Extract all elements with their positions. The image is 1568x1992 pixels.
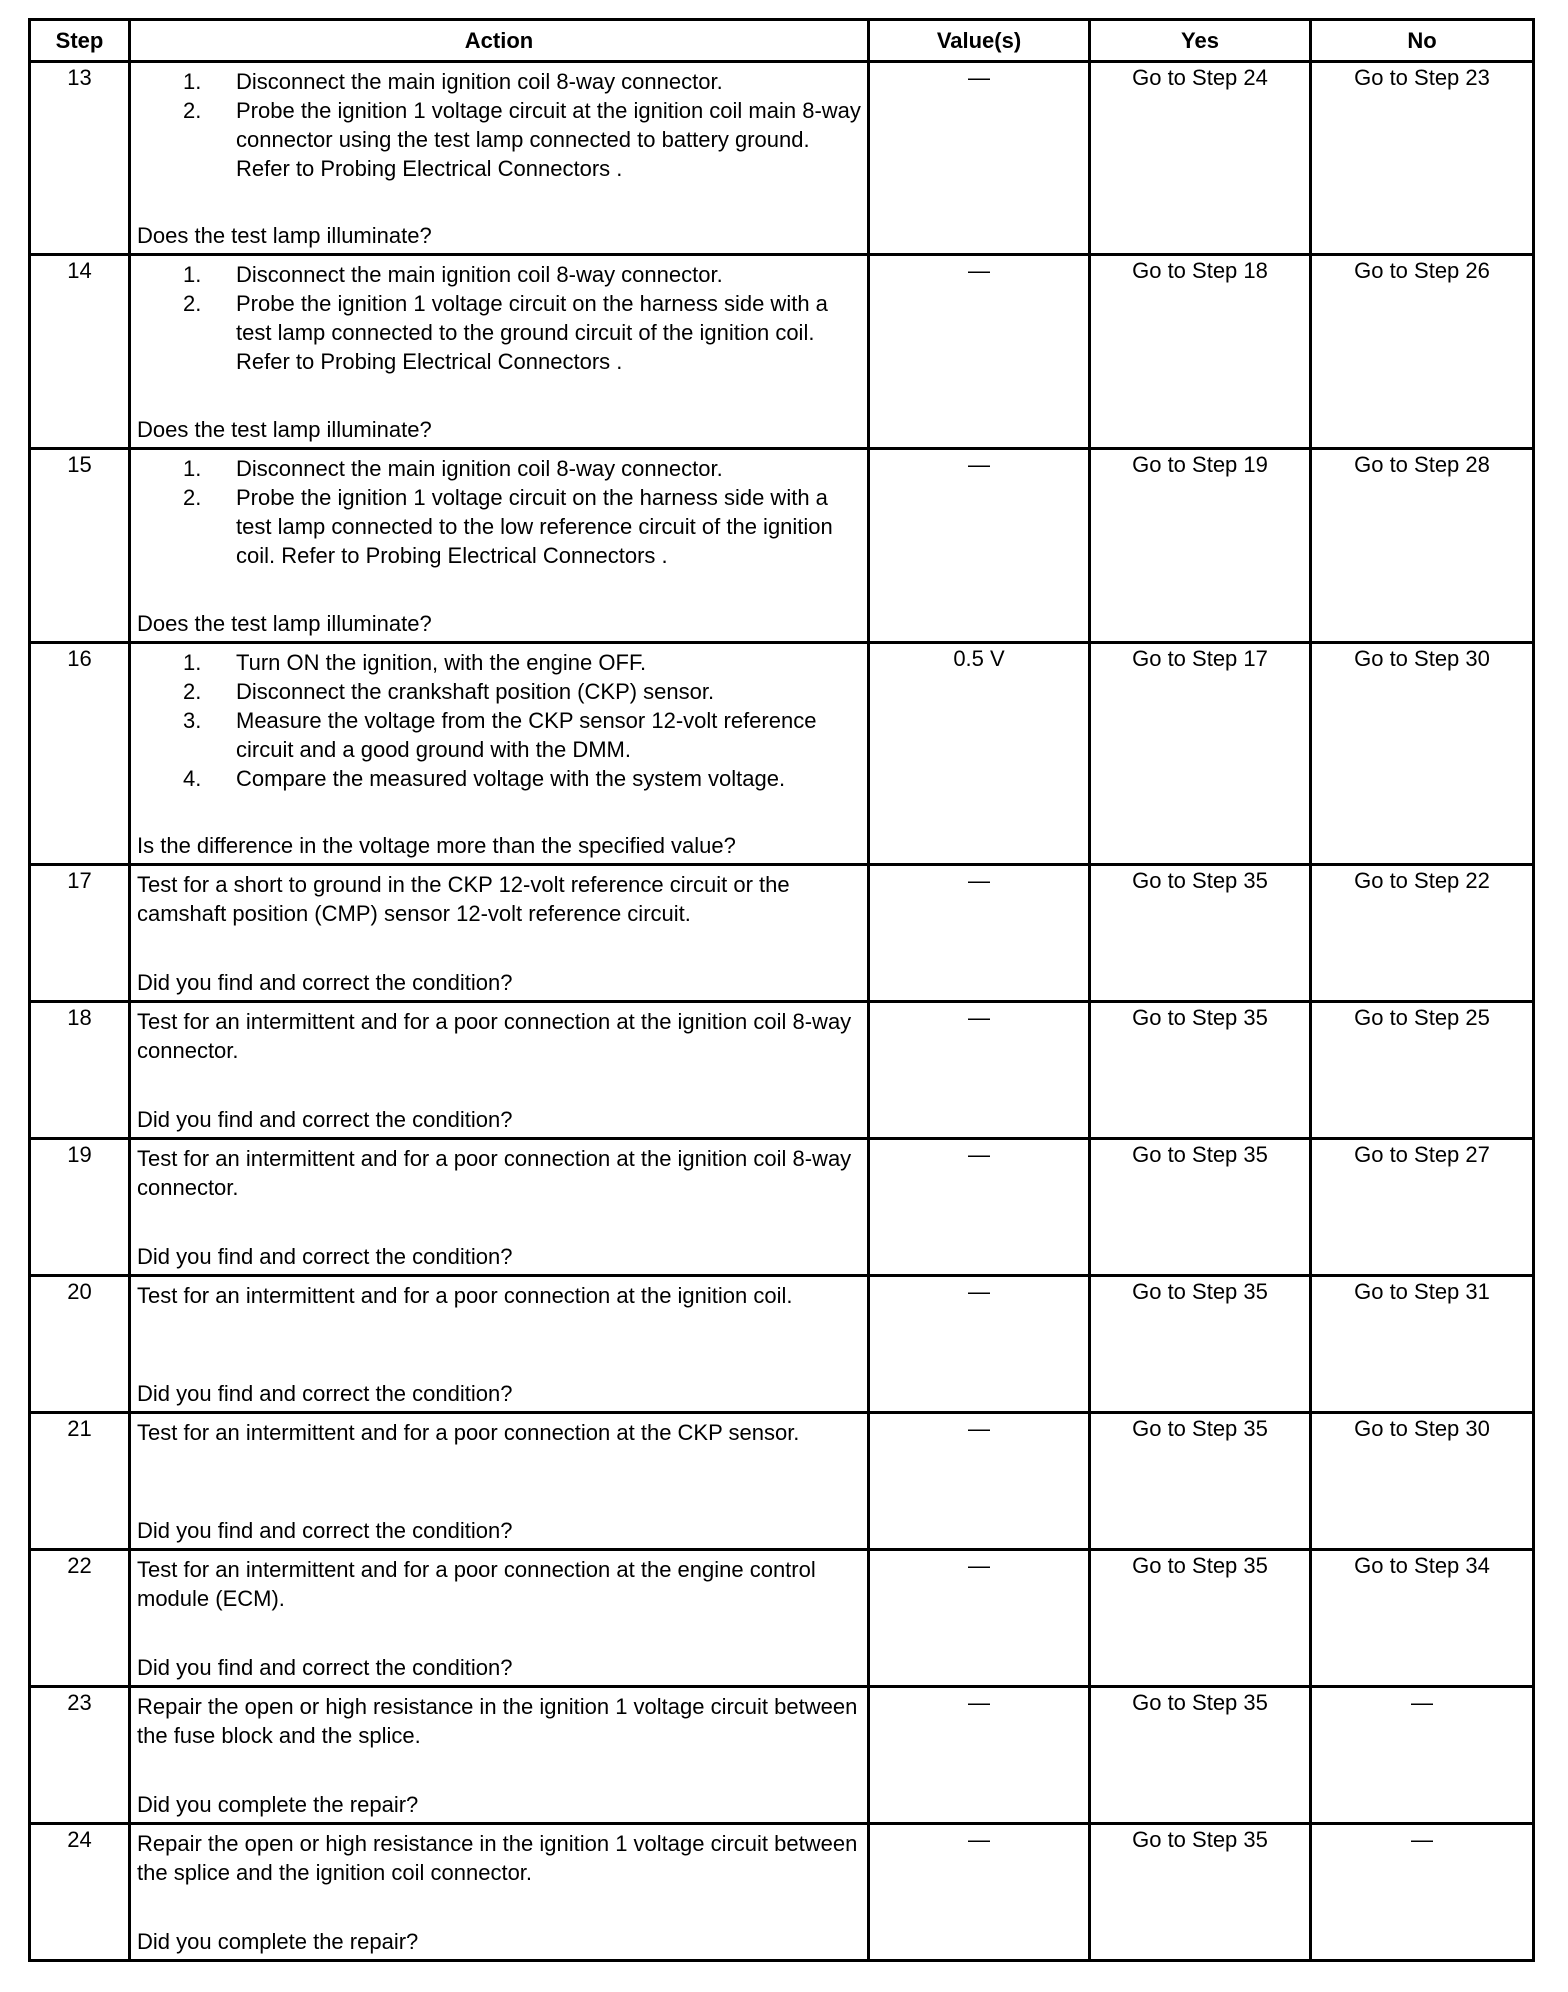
- yes-result: Go to Step 18: [1090, 255, 1311, 449]
- action-question: Did you find and correct the condition?: [137, 1655, 513, 1680]
- table-row: [30, 1276, 1534, 1413]
- step-number: 18: [30, 1002, 130, 1139]
- action-steps-list: [131, 67, 867, 183]
- action-cell: [130, 1413, 869, 1550]
- action-step-number: 2.: [183, 291, 202, 316]
- table-row: [30, 1002, 1534, 1139]
- action-step-number: 1.: [183, 456, 202, 481]
- table-row: [30, 1139, 1534, 1276]
- no-result: Go to Step 31: [1311, 1276, 1534, 1413]
- no-result: Go to Step 27: [1311, 1139, 1534, 1276]
- value-cell: —: [869, 62, 1090, 255]
- action-step-number: 3.: [183, 708, 202, 733]
- yes-result: Go to Step 24: [1090, 62, 1311, 255]
- action-step-text: Probe the ignition 1 voltage circuit on the harness side with a test lamp connected to the low reference circuit of the ignition coil. Refer to Probing Electrical Connectors .: [236, 485, 833, 568]
- step-number: 19: [30, 1139, 130, 1276]
- action-question: Did you find and correct the condition?: [137, 1107, 513, 1132]
- no-result: Go to Step 28: [1311, 449, 1534, 643]
- action-step: [131, 260, 867, 289]
- yes-result: Go to Step 35: [1090, 1139, 1311, 1276]
- action-question: Did you complete the repair?: [137, 1792, 419, 1817]
- table-row: [30, 449, 1534, 643]
- value-cell: —: [869, 255, 1090, 449]
- action-step: [131, 648, 867, 677]
- table-row: [30, 1824, 1534, 1961]
- table-row: [30, 1687, 1534, 1824]
- action-question: Did you find and correct the condition?: [137, 1518, 513, 1543]
- yes-result: Go to Step 35: [1090, 1824, 1311, 1961]
- action-cell: [130, 643, 869, 865]
- no-result: Go to Step 22: [1311, 865, 1534, 1002]
- value-cell: —: [869, 1687, 1090, 1824]
- header-row: [30, 20, 1534, 62]
- action-steps-list: [131, 260, 867, 376]
- yes-result: Go to Step 35: [1090, 1413, 1311, 1550]
- action-step: [131, 289, 867, 376]
- action-text: Test for a short to ground in the CKP 12-volt reference circuit or the camshaft position (CMP) sensor 12-volt reference circuit.: [137, 872, 790, 926]
- action-step-text: Disconnect the main ignition coil 8-way connector.: [236, 69, 723, 94]
- action-step-number: 1.: [183, 69, 202, 94]
- action-steps-list: [131, 648, 867, 793]
- action-step: [131, 677, 867, 706]
- action-step-text: Compare the measured voltage with the system voltage.: [236, 766, 786, 791]
- yes-result: Go to Step 17: [1090, 643, 1311, 865]
- step-number: 16: [30, 643, 130, 865]
- no-result: —: [1311, 1824, 1534, 1961]
- diagnostic-table: [28, 18, 1535, 1962]
- step-number: 22: [30, 1550, 130, 1687]
- action-step-text: Disconnect the main ignition coil 8-way connector.: [236, 456, 723, 481]
- no-result: Go to Step 30: [1311, 643, 1534, 865]
- action-cell: [130, 865, 869, 1002]
- value-cell: —: [869, 865, 1090, 1002]
- action-cell: [130, 62, 869, 255]
- no-result: Go to Step 30: [1311, 1413, 1534, 1550]
- no-result: Go to Step 23: [1311, 62, 1534, 255]
- value-cell: —: [869, 1413, 1090, 1550]
- action-text: Test for an intermittent and for a poor connection at the ignition coil.: [137, 1283, 793, 1308]
- action-step: [131, 764, 867, 793]
- value-cell: 0.5 V: [869, 643, 1090, 865]
- step-number: 13: [30, 62, 130, 255]
- action-step: [131, 454, 867, 483]
- action-step-text: Turn ON the ignition, with the engine OFF.: [236, 650, 647, 675]
- action-text: Test for an intermittent and for a poor connection at the CKP sensor.: [137, 1420, 800, 1445]
- no-result: Go to Step 25: [1311, 1002, 1534, 1139]
- action-text: Test for an intermittent and for a poor connection at the ignition coil 8-way connector.: [137, 1146, 852, 1200]
- value-cell: —: [869, 1139, 1090, 1276]
- action-step-text: Disconnect the crankshaft position (CKP) sensor.: [236, 679, 715, 704]
- step-number: 21: [30, 1413, 130, 1550]
- step-number: 23: [30, 1687, 130, 1824]
- header-no: No: [1311, 20, 1534, 62]
- action-question: Does the test lamp illuminate?: [137, 223, 432, 248]
- yes-result: Go to Step 35: [1090, 865, 1311, 1002]
- action-question: Did you find and correct the condition?: [137, 1381, 513, 1406]
- action-cell: [130, 1276, 869, 1413]
- yes-result: Go to Step 35: [1090, 1687, 1311, 1824]
- yes-result: Go to Step 35: [1090, 1276, 1311, 1413]
- step-number: 14: [30, 255, 130, 449]
- action-step-text: Measure the voltage from the CKP sensor 12-volt reference circuit and a good ground with the DMM.: [236, 708, 817, 762]
- action-step-number: 4.: [183, 766, 202, 791]
- no-result: —: [1311, 1687, 1534, 1824]
- no-result: Go to Step 34: [1311, 1550, 1534, 1687]
- action-cell: [130, 449, 869, 643]
- action-question: Does the test lamp illuminate?: [137, 611, 432, 636]
- action-cell: [130, 255, 869, 449]
- table-row: [30, 865, 1534, 1002]
- action-step-text: Probe the ignition 1 voltage circuit at the ignition coil main 8-way connector using the test lamp connected to battery ground. Refer to Probing Electrical Connectors .: [236, 98, 861, 181]
- step-number: 24: [30, 1824, 130, 1961]
- action-cell: [130, 1687, 869, 1824]
- step-number: 20: [30, 1276, 130, 1413]
- action-step-text: Probe the ignition 1 voltage circuit on the harness side with a test lamp connected to the ground circuit of the ignition coil. Refer to Probing Electrical Connectors .: [236, 291, 828, 374]
- action-cell: [130, 1002, 869, 1139]
- action-step-number: 1.: [183, 262, 202, 287]
- step-number: 17: [30, 865, 130, 1002]
- table-row: [30, 1550, 1534, 1687]
- header-values: Value(s): [869, 20, 1090, 62]
- action-step: [131, 67, 867, 96]
- yes-result: Go to Step 35: [1090, 1550, 1311, 1687]
- action-step: [131, 96, 867, 183]
- value-cell: —: [869, 449, 1090, 643]
- action-question: Is the difference in the voltage more than the specified value?: [137, 833, 736, 858]
- action-text: Repair the open or high resistance in the ignition 1 voltage circuit between the fuse block and the splice.: [137, 1694, 858, 1748]
- action-step-number: 2.: [183, 485, 202, 510]
- action-cell: [130, 1550, 869, 1687]
- header-yes: Yes: [1090, 20, 1311, 62]
- action-step-number: 2.: [183, 98, 202, 123]
- table-row: [30, 62, 1534, 255]
- header-action: Action: [130, 20, 869, 62]
- action-question: Did you complete the repair?: [137, 1929, 419, 1954]
- value-cell: —: [869, 1002, 1090, 1139]
- value-cell: —: [869, 1824, 1090, 1961]
- action-text: Repair the open or high resistance in the ignition 1 voltage circuit between the splice and the ignition coil connector.: [137, 1831, 858, 1885]
- action-cell: [130, 1139, 869, 1276]
- value-cell: —: [869, 1550, 1090, 1687]
- action-step-text: Disconnect the main ignition coil 8-way connector.: [236, 262, 723, 287]
- table-row: [30, 1413, 1534, 1550]
- no-result: Go to Step 26: [1311, 255, 1534, 449]
- value-cell: —: [869, 1276, 1090, 1413]
- action-text: Test for an intermittent and for a poor connection at the ignition coil 8-way connector.: [137, 1009, 852, 1063]
- action-step-number: 2.: [183, 679, 202, 704]
- yes-result: Go to Step 19: [1090, 449, 1311, 643]
- header-step: Step: [30, 20, 130, 62]
- action-steps-list: [131, 454, 867, 570]
- table-body: [30, 62, 1534, 1961]
- action-question: Does the test lamp illuminate?: [137, 417, 432, 442]
- yes-result: Go to Step 35: [1090, 1002, 1311, 1139]
- action-question: Did you find and correct the condition?: [137, 1244, 513, 1269]
- action-step: [131, 483, 867, 570]
- action-question: Did you find and correct the condition?: [137, 970, 513, 995]
- action-cell: [130, 1824, 869, 1961]
- action-step: [131, 706, 867, 764]
- action-step-number: 1.: [183, 650, 202, 675]
- table-row: [30, 643, 1534, 865]
- table-row: [30, 255, 1534, 449]
- step-number: 15: [30, 449, 130, 643]
- action-text: Test for an intermittent and for a poor connection at the engine control module (ECM).: [137, 1557, 816, 1611]
